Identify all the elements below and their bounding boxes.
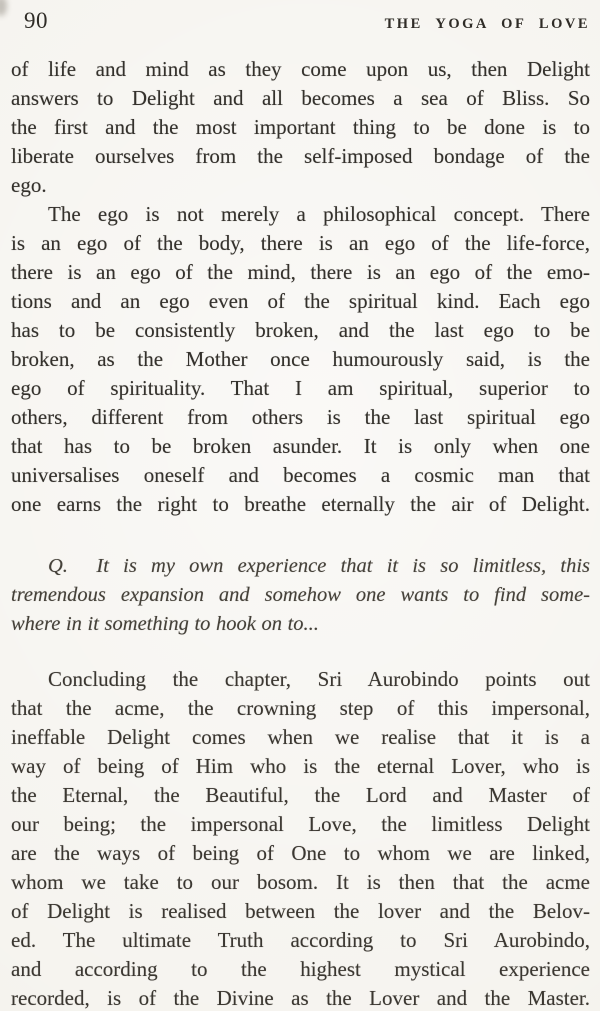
text-line: our being; the impersonal Love, the limitless Delight	[11, 812, 590, 836]
text-line: recorded, is of the Divine as the Lover and the Master.	[11, 986, 590, 1010]
text-line: the first and the most important thing to be done is to	[11, 115, 590, 139]
text-line: Concluding the chapter, Sri Aurobindo points out	[48, 667, 590, 691]
text-line: universalises oneself and becomes a cosmic man that	[11, 463, 590, 487]
page-body	[11, 55, 590, 1011]
text-line: where in it something to hook on to...	[11, 613, 319, 635]
text-line: others, different from others is the last spiritual ego	[11, 405, 590, 429]
text-line: tremendous expansion and somehow one wants to find some-	[11, 584, 590, 606]
text-line: that has to be broken asunder. It is only when one	[11, 434, 590, 458]
text-line: ego.	[11, 173, 47, 197]
text-line: of life and mind as they come upon us, then Delight	[11, 57, 590, 81]
page-header	[11, 8, 590, 32]
text-line: tions and an ego even of the spiritual kind. Each ego	[11, 289, 590, 313]
text-line: there is an ego of the mind, there is an ego of the emo-	[11, 260, 590, 284]
paragraph-ego	[11, 200, 590, 519]
running-title: THE YOGA OF LOVE	[384, 16, 590, 32]
text-line: ed. The ultimate Truth according to Sri Aurobindo,	[11, 928, 590, 952]
scan-smudge-artifact	[0, 0, 7, 16]
text-line: is an ego of the body, there is an ego of the life-force,	[11, 231, 590, 255]
text-line: that the acme, the crowning step of this impersonal,	[11, 696, 590, 720]
text-line: of Delight is realised between the lover and the Belov-	[11, 899, 590, 923]
text-line: the Eternal, the Beautiful, the Lord and Master of	[11, 783, 590, 807]
page-number: 90	[24, 8, 48, 33]
text-line: and according to the highest mystical experience	[11, 957, 590, 981]
paragraph-continuation	[11, 55, 590, 200]
text-line: are the ways of being of One to whom we are linked,	[11, 841, 590, 865]
text-line: liberate ourselves from the self-imposed bondage of the	[11, 144, 590, 168]
text-line: way of being of Him who is the eternal Lover, who is	[11, 754, 590, 778]
text-line: broken, as the Mother once humourously said, is the	[11, 347, 590, 371]
text-line: ego of spirituality. That I am spiritual, superior to	[11, 376, 590, 400]
text-line: answers to Delight and all becomes a sea of Bliss. So	[11, 86, 590, 110]
text-line: Q. It is my own experience that it is so limitless, this	[48, 555, 590, 577]
text-line: has to be consistently broken, and the last ego to be	[11, 318, 590, 342]
text-line: ineffable Delight comes when we realise that it is a	[11, 725, 590, 749]
text-line: The ego is not merely a philosophical concept. There	[48, 202, 590, 226]
text-line: one earns the right to breathe eternally the air of Delight.	[11, 492, 590, 516]
question-paragraph	[11, 552, 590, 639]
text-line: whom we take to our bosom. It is then that the acme	[11, 870, 590, 894]
paragraph-conclusion	[11, 665, 590, 1011]
